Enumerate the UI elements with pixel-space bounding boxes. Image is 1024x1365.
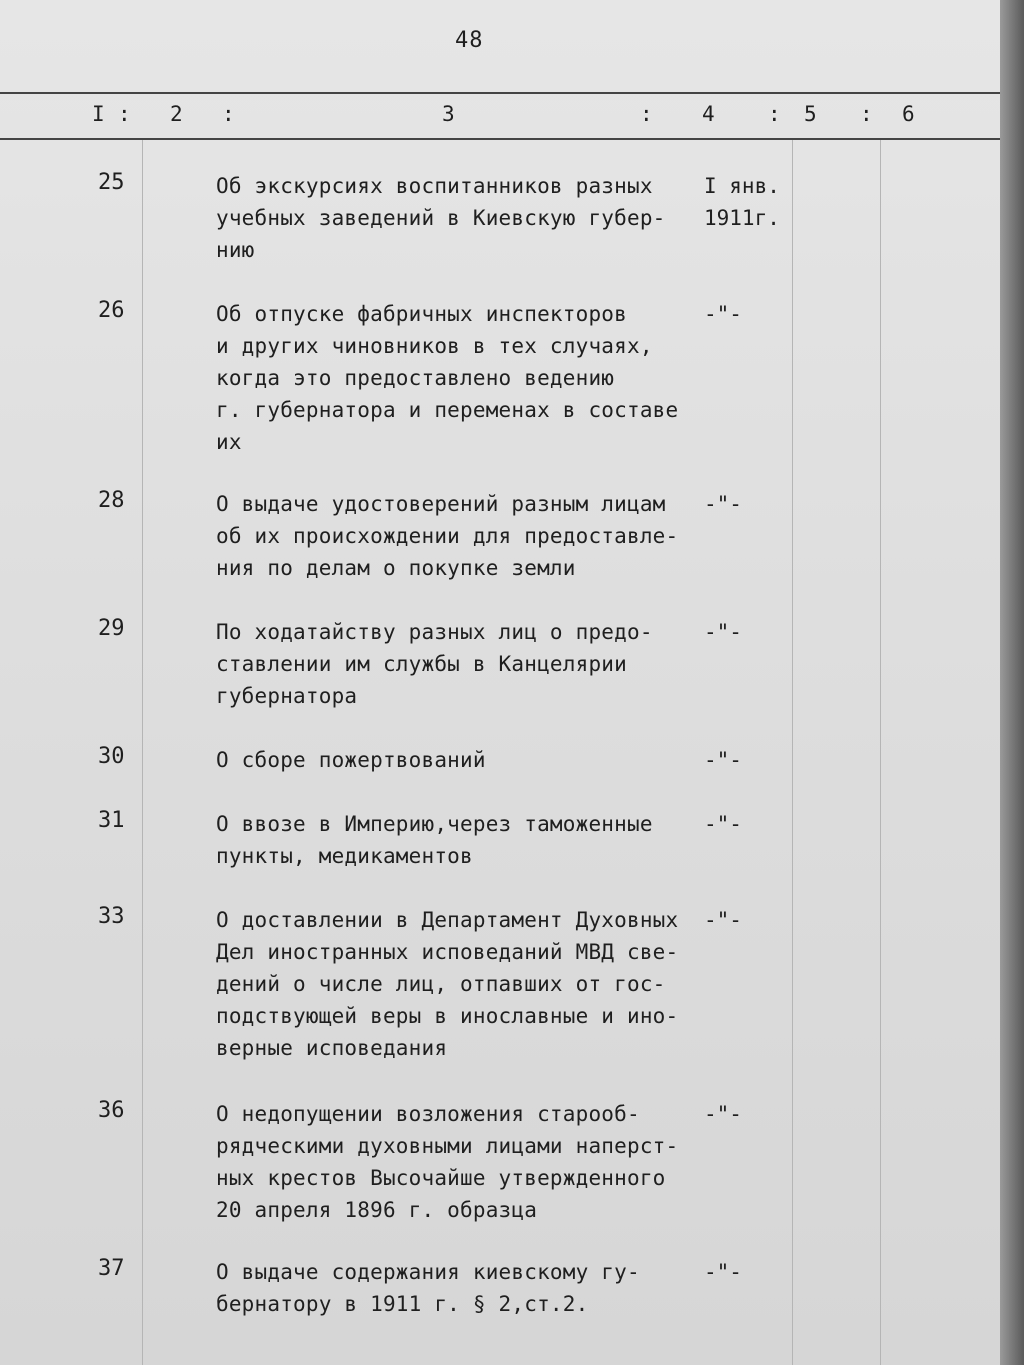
entry-date: -"- [704,492,742,516]
column-separator: : [768,102,781,126]
entry-date: -"- [704,620,742,644]
column-header-1: I [92,102,105,126]
column-divider [792,140,793,1365]
entry-title: О доставлении в Департамент Духовных Дел иностранных исповеданий МВД све- дений о числе лиц, отпавших от гос- подствующей веры в инославные и ино- верные исповедания [216,908,679,1060]
column-divider [142,140,143,1365]
entry-title: О ввозе в Империю,через таможенные пункты, медикаментов [216,812,653,868]
entry-number: 36 [98,1098,125,1123]
entry-title: По ходатайству разных лиц о предо- ставлении им службы в Канцелярии губернатора [216,620,653,708]
header-bottom-rule [0,138,1000,140]
column-separator: : [118,102,131,126]
entry-title: Об отпуске фабричных инспекторов и других чиновников в тех случаях, когда это предоставлено ведению г. губернатора и переменах в составе их [216,302,679,454]
entry-number: 30 [98,744,125,769]
column-header-3: 3 [442,102,455,126]
entry-date: -"- [704,302,742,326]
entry-number: 29 [98,616,125,641]
entry-number: 25 [98,170,125,195]
page-edge-shadow [1000,0,1024,1365]
entry-number: 26 [98,298,125,323]
entry-title: О сборе пожертвований [216,748,486,772]
entry-number: 37 [98,1256,125,1281]
column-header-row [0,102,1000,132]
entry-number: 33 [98,904,125,929]
entry-date: -"- [704,748,742,772]
entry-title: Об экскурсиях воспитанников разных учебных заведений в Киевскую губер- нию [216,174,666,262]
entry-title: О выдаче удостоверений разным лицам об их происхождении для предоставле- ния по делам о покупке земли [216,492,679,580]
entry-date: -"- [704,1102,742,1126]
entry-date: I янв. 1911г. [704,174,780,230]
header-top-rule [0,92,1000,94]
column-separator: : [222,102,235,126]
column-header-6: 6 [902,102,915,126]
column-header-2: 2 [170,102,183,126]
column-separator: : [640,102,653,126]
column-header-4: 4 [702,102,715,126]
entry-date: -"- [704,908,742,932]
entry-title: О недопущении возложения старооб- рядческими духовными лицами наперст- ных крестов Высочайше утвержденного 20 апреля 1896 г. образца [216,1102,679,1222]
entry-title: О выдаче содержания киевскому гу- бернатору в 1911 г. § 2,ст.2. [216,1260,640,1316]
column-divider [880,140,881,1365]
entry-date: -"- [704,1260,742,1284]
column-separator: : [860,102,873,126]
entry-number: 28 [98,488,125,513]
column-header-5: 5 [804,102,817,126]
page-number: 48 [455,28,484,53]
entry-date: -"- [704,812,742,836]
entry-number: 31 [98,808,125,833]
